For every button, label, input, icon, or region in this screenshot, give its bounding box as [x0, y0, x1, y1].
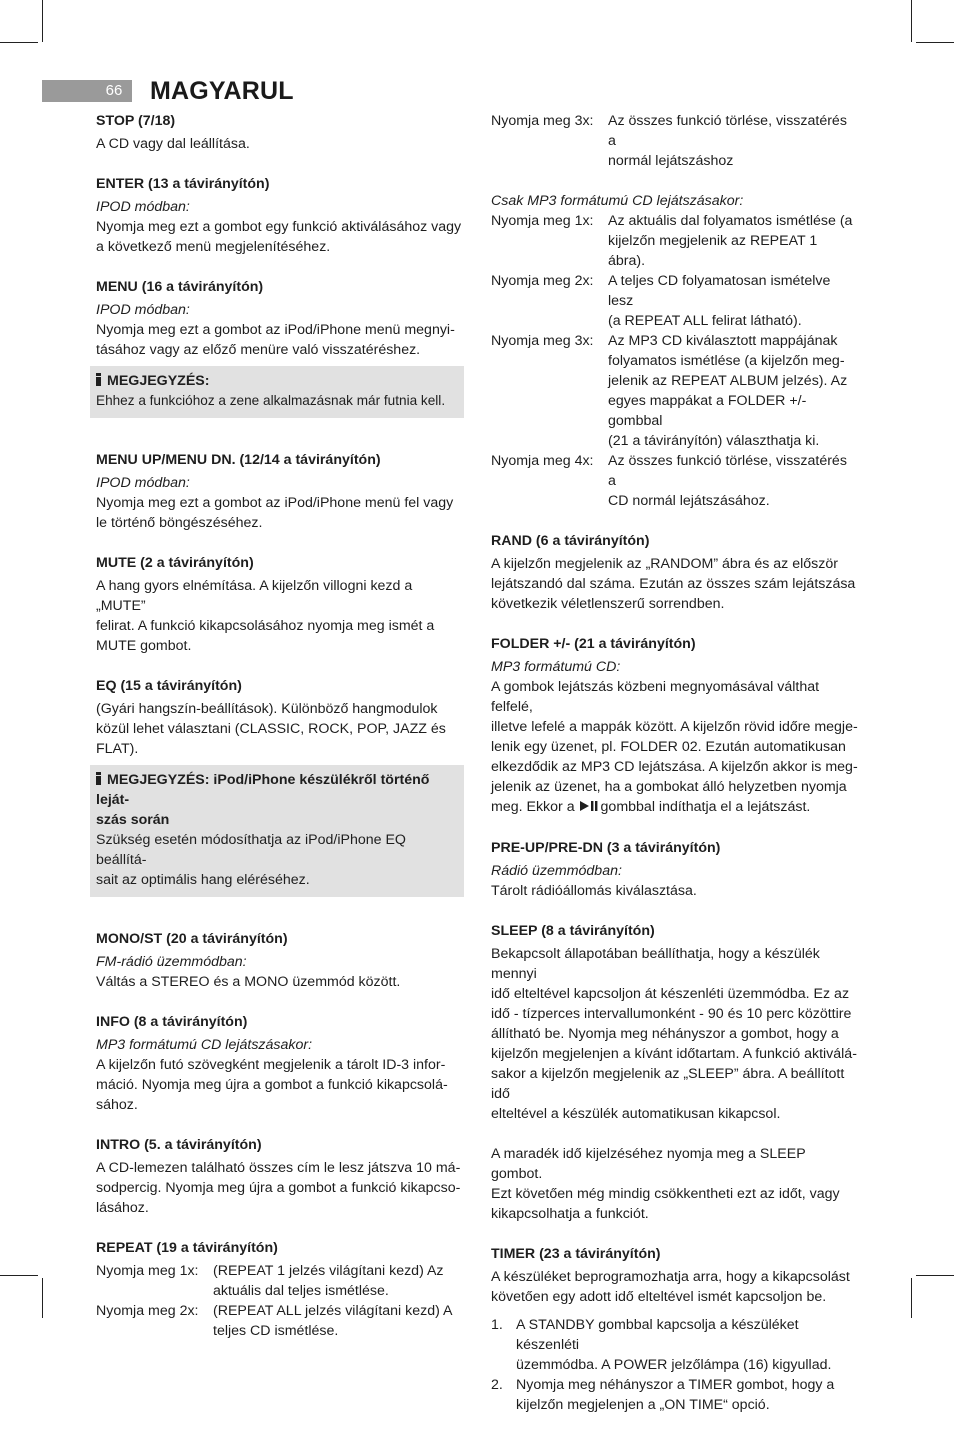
- section-heading: MUTE (2 a távirányítón): [96, 555, 254, 571]
- section-heading: RAND (6 a távirányítón): [491, 533, 650, 549]
- repeat-row: [491, 331, 858, 451]
- mode-label: MP3 formátumú CD:: [491, 659, 621, 675]
- text-line: lásához.: [96, 1200, 149, 1216]
- note-box: [90, 765, 464, 897]
- text-line: Nyomja meg ezt a gombot az iPod/iPhone menü megnyi-: [96, 322, 455, 338]
- text-line: A hang gyors elnémítása. A kijelzőn villogni kezd a „MUTE”: [96, 578, 413, 614]
- section-preup: [491, 838, 858, 901]
- note-box: [90, 366, 464, 418]
- row-text: (a REPEAT ALL felirat látható).: [608, 313, 802, 329]
- section-heading: MONO/ST (20 a távirányítón): [96, 931, 288, 947]
- row-label: Nyomja meg 3x:: [491, 113, 594, 129]
- play-pause-icon: [579, 798, 601, 818]
- list-text: kijelzőn megjelenjen a „ON TIME“ opció.: [516, 1397, 770, 1413]
- text-line: kijelzőn megjelenjen a kívánt időtartam. A funkció aktiválá-: [491, 1046, 857, 1062]
- row-text: CD normál lejátszásához.: [608, 493, 770, 509]
- section-stop: [96, 111, 463, 154]
- row-label: Nyomja meg 3x:: [491, 333, 594, 349]
- mode-label: FM-rádió üzemmódban:: [96, 954, 247, 970]
- text-line: idő elteltével kapcsoljon át készenléti üzemmódba. Ez az: [491, 986, 850, 1002]
- text-line: A készüléket beprogramozhatja arra, hogy a kikapcsolást: [491, 1269, 850, 1285]
- section-sleep: [491, 921, 858, 1224]
- text-line: idő - tízperces intervallumonként - 90 és 10 perc közöttire: [491, 1006, 852, 1022]
- section-heading: EQ (15 a távirányítón): [96, 678, 242, 694]
- mode-label: MP3 formátumú CD lejátszásakor:: [96, 1037, 313, 1053]
- note-text: Ehhez a funkcióhoz a zene alkalmazásnak már futnia kell.: [96, 393, 446, 408]
- section-heading: PRE-UP/PRE-DN (3 a távirányítón): [491, 840, 721, 856]
- row-text: egyes mappákat a FOLDER +/- gombbal: [608, 393, 807, 429]
- timer-steps: [491, 1315, 858, 1415]
- section-mute: [96, 553, 463, 656]
- crop-mark: [42, 0, 43, 42]
- section-mp3-repeat: [491, 191, 858, 511]
- text-line: elkezdődik az MP3 CD lejátszása. A kijelzőn akkor is meg-: [491, 759, 858, 775]
- text-line: (Gyári hangszín-beállítások). Különböző hangmodulok: [96, 701, 438, 717]
- row-label: Nyomja meg 1x:: [491, 213, 594, 229]
- text-line: állítható be. Nyomja meg néhányszor a gombot, hogy a: [491, 1026, 839, 1042]
- text-line: le történő böngészéséhez.: [96, 515, 263, 531]
- note-heading: MEGJEGYZÉS: iPod/iPhone készülékről történő leját-: [96, 772, 430, 808]
- row-text: Az összes funkció törlése, visszatérés a: [608, 113, 847, 149]
- info-icon: [96, 772, 101, 785]
- text-line: lejátszandó dal száma. Ezután az összes szám lejátszása: [491, 576, 856, 592]
- list-text: Nyomja meg néhányszor a TIMER gombot, hogy a: [516, 1377, 835, 1393]
- text-line: Váltás a STEREO és a MONO üzemmód között.: [96, 974, 401, 990]
- list-text: A STANDBY gombbal kapcsolja a készüléket készenléti: [516, 1317, 799, 1353]
- crop-mark: [916, 1275, 954, 1276]
- text-line: felirat. A funkció kikapcsolásához nyomja meg ismét a: [96, 618, 435, 634]
- text-line: Nyomja meg ezt a gombot egy funkció aktiválásához vagy: [96, 219, 462, 235]
- repeat-continuation: [491, 111, 858, 171]
- text-line: következik véletlenszerű sorrendben.: [491, 596, 725, 612]
- list-item: [491, 1375, 858, 1415]
- section-heading: SLEEP (8 a távirányítón): [491, 923, 655, 939]
- crop-mark: [42, 1278, 43, 1318]
- section-heading: STOP (7/18): [96, 113, 176, 129]
- text-line: sodpercig. Nyomja meg újra a gombot a funkció kikapcso-: [96, 1180, 461, 1196]
- repeat-row: [491, 451, 858, 511]
- crop-mark: [0, 1275, 38, 1276]
- note-text: sait az optimális hang eléréséhez.: [96, 872, 310, 888]
- row-text: A teljes CD folyamatosan ismételve lesz: [608, 273, 831, 309]
- text-line: A kijelzőn megjelenik az „RANDOM” ábra és az először: [491, 556, 838, 572]
- page-title: MAGYARUL: [150, 77, 294, 105]
- repeat-row: [96, 1261, 463, 1301]
- text-line: Ezt követően még mindig csökkentheti ezt az időt, vagy: [491, 1186, 840, 1202]
- text-fragment: meg. Ekkor a: [491, 799, 575, 815]
- row-text: jelenik az REPEAT ALBUM jelzés). Az: [608, 373, 848, 389]
- section-heading: INTRO (5. a távirányítón): [96, 1137, 262, 1153]
- text-line: követően egy adott idő elteltével ismét kapcsoljon be.: [491, 1289, 827, 1305]
- section-heading: MENU UP/MENU DN. (12/14 a távirányítón): [96, 452, 381, 468]
- mode-label: Rádió üzemmódban:: [491, 863, 622, 879]
- row-text: teljes CD ismétlése.: [213, 1323, 339, 1339]
- row-text: (21 a távirányítón) választhatja ki.: [608, 433, 820, 449]
- text-line: sakor a kijelzőn megjelenik az „SLEEP” ábra. A beállított idő: [491, 1066, 845, 1102]
- row-label: Nyomja meg 4x:: [491, 453, 594, 469]
- list-number: 1.: [491, 1317, 503, 1333]
- text-line: A kijelzőn futó szövegként megjelenik a tárolt ID-3 infor-: [96, 1057, 446, 1073]
- mode-label: Csak MP3 formátumú CD lejátszásakor:: [491, 193, 744, 209]
- text-line: máció. Nyomja meg újra a gombot a funkció kikapcsolá-: [96, 1077, 448, 1093]
- row-text: kijelzőn megjelenik az REPEAT 1 ábra).: [608, 233, 818, 269]
- section-heading: TIMER (23 a távirányítón): [491, 1246, 661, 1262]
- section-eq: [96, 676, 463, 759]
- section-heading: INFO (8 a távirányítón): [96, 1014, 248, 1030]
- info-icon: [96, 373, 101, 386]
- section-heading: FOLDER +/- (21 a távirányítón): [491, 636, 696, 652]
- text-line: jelenik az üzenet, ha a gombokat álló helyzetben nyomja: [491, 779, 847, 795]
- text-line: A maradék idő kijelzéséhez nyomja meg a SLEEP gombot.: [491, 1146, 806, 1182]
- section-menu-up: [96, 450, 463, 533]
- repeat-row: [491, 211, 858, 271]
- text-line: Bekapcsolt állapotában beállíthatja, hogy a készülék mennyi: [491, 946, 820, 982]
- repeat-row: [96, 1301, 463, 1341]
- text-line: elteltével a készülék automatikusan kikapcsol.: [491, 1106, 781, 1122]
- list-text: üzemmódba. A POWER jelzőlámpa (16) kigyullad.: [516, 1357, 832, 1373]
- text-line: kikapcsolhatja a funkciót.: [491, 1206, 649, 1222]
- text-line: [491, 797, 858, 818]
- section-heading: ENTER (13 a távirányítón): [96, 176, 270, 192]
- section-heading: MENU (16 a távirányítón): [96, 279, 264, 295]
- text-line: tásához vagy az előző menüre való visszatéréshez.: [96, 342, 421, 358]
- section-text: A CD vagy dal leállítása.: [96, 136, 250, 152]
- mode-label: IPOD módban:: [96, 475, 190, 491]
- repeat-row: [491, 271, 858, 331]
- note-heading: szás során: [96, 812, 170, 828]
- row-text: (REPEAT 1 jelzés világítani kezd) Az: [213, 1263, 444, 1279]
- section-enter: [96, 174, 463, 257]
- text-line: sához.: [96, 1097, 138, 1113]
- section-mono: [96, 929, 463, 992]
- section-timer: [491, 1244, 858, 1415]
- text-line: a következő menü megjelenítéséhez.: [96, 239, 331, 255]
- section-intro: [96, 1135, 463, 1218]
- note-text: Szükség esetén módosíthatja az iPod/iPhone EQ beállítá-: [96, 832, 406, 868]
- section-repeat: [96, 1238, 463, 1341]
- text-line: lenik egy üzenet, pl. FOLDER 02. Ezután automatikusan: [491, 739, 846, 755]
- repeat-row: [491, 111, 858, 171]
- text-line: közül lehet választani (CLASSIC, ROCK, POP, JAZZ és FLAT).: [96, 721, 446, 757]
- text-fragment: gombbal indíthatja el a lejátszást.: [600, 799, 811, 815]
- crop-mark: [916, 42, 954, 43]
- row-text: Az összes funkció törlése, visszatérés a: [608, 453, 847, 489]
- section-menu: [96, 277, 463, 360]
- row-text: normál lejátszáshoz: [608, 153, 734, 169]
- section-info: [96, 1012, 463, 1115]
- crop-mark: [911, 0, 912, 42]
- row-label: Nyomja meg 1x:: [96, 1263, 199, 1279]
- text-line: MUTE gombot.: [96, 638, 192, 654]
- row-text: (REPEAT ALL jelzés világítani kezd) A: [213, 1303, 453, 1319]
- row-label: Nyomja meg 2x:: [96, 1303, 199, 1319]
- page-number: 66: [105, 82, 123, 99]
- text-line: illetve lefelé a mappák között. A kijelzőn rövid időre megje-: [491, 719, 858, 735]
- note-heading: MEGJEGYZÉS:: [107, 373, 210, 389]
- row-text: aktuális dal teljes ismétlése.: [213, 1283, 389, 1299]
- text-line: Tárolt rádióállomás kiválasztása.: [491, 883, 697, 899]
- row-label: Nyomja meg 2x:: [491, 273, 594, 289]
- text-line: Nyomja meg ezt a gombot az iPod/iPhone menü fel vagy: [96, 495, 454, 511]
- text-line: A gombok lejátszás közbeni megnyomásával válthat felfelé,: [491, 679, 820, 715]
- mode-label: IPOD módban:: [96, 199, 190, 215]
- mode-label: IPOD módban:: [96, 302, 190, 318]
- crop-mark: [0, 42, 38, 43]
- row-text: folyamatos ismétlése (a kijelzőn meg-: [608, 353, 845, 369]
- section-folder: [491, 634, 858, 818]
- list-item: [491, 1315, 858, 1375]
- row-text: Az MP3 CD kiválasztott mappájának: [608, 333, 838, 349]
- text-line: A CD-lemezen található összes cím le lesz játszva 10 má-: [96, 1160, 461, 1176]
- list-number: 2.: [491, 1377, 503, 1393]
- section-heading: REPEAT (19 a távirányítón): [96, 1240, 278, 1256]
- crop-mark: [911, 1278, 912, 1318]
- left-column: [96, 111, 463, 1361]
- row-text: Az aktuális dal folyamatos ismétlése (a: [608, 213, 853, 229]
- section-rand: [491, 531, 858, 614]
- right-column: [491, 111, 858, 1435]
